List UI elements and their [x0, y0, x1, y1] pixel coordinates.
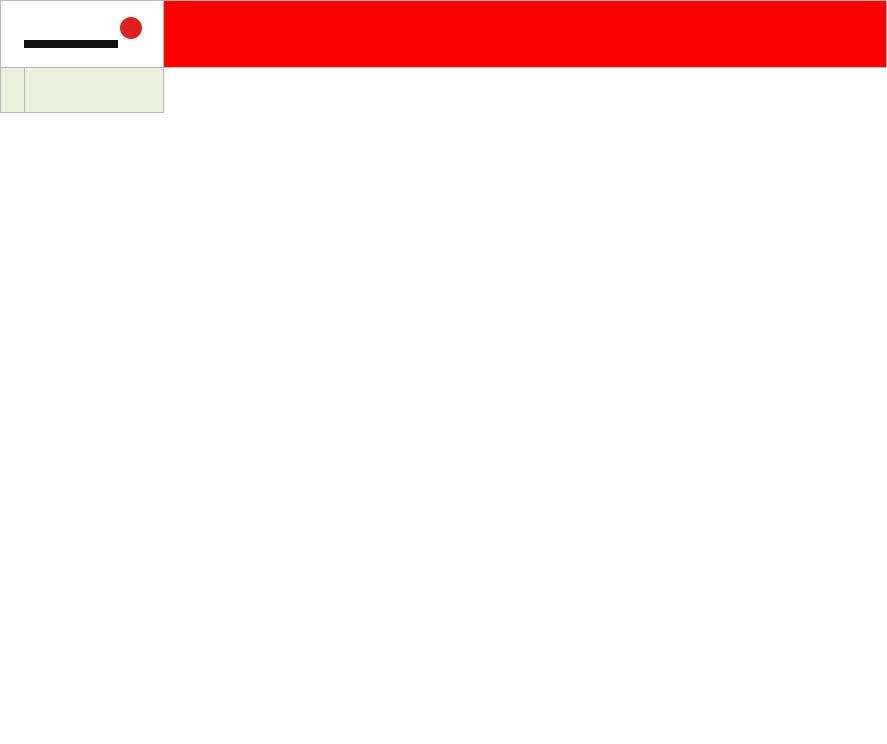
page-title — [163, 1, 886, 68]
stt-header — [1, 68, 25, 113]
logo-cell — [1, 1, 164, 68]
standings-table — [0, 0, 887, 113]
peta-ball-logo — [22, 17, 142, 51]
member-header — [24, 68, 163, 113]
